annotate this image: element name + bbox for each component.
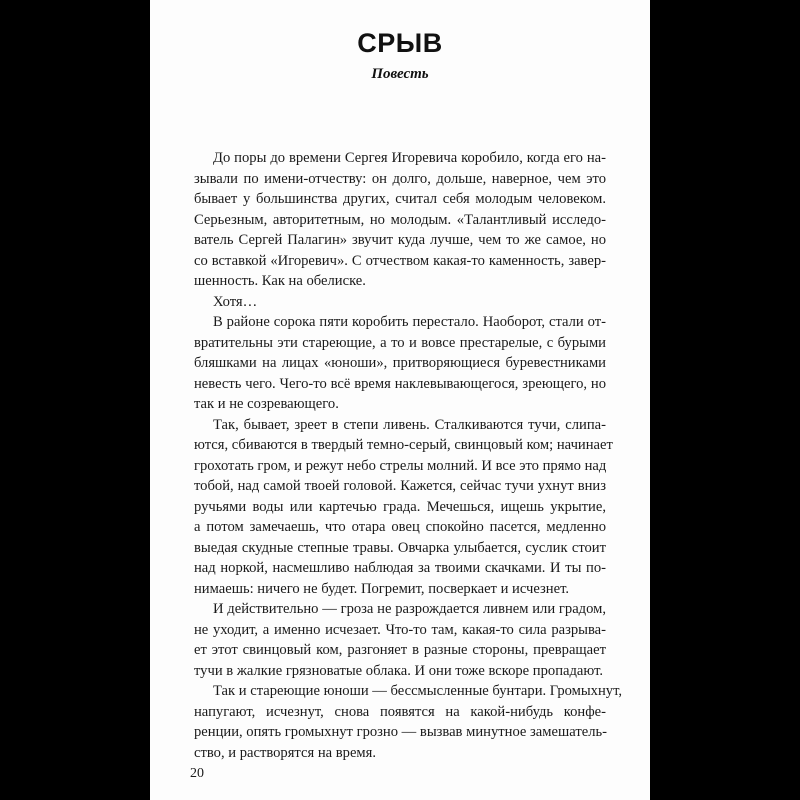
page-number: 20 [190, 766, 204, 781]
text-line: Так, бывает, зреет в степи ливень. Сталкиваются тучи, слипа- [213, 416, 606, 433]
text-line: со вставкой «Игоревич». С отчеством какая-то каменность, завер- [194, 252, 606, 269]
text-line: ство, и растворятся на время. [194, 744, 377, 761]
text-line: бляшками на лицах «юноши», притворяющиеся буревестниками [194, 355, 606, 371]
right-background [650, 0, 800, 800]
text-line: ет этот свинцовый ком, разгоняет в разные стороны, превращает [194, 642, 606, 658]
text-line: Хотя… [213, 293, 258, 310]
text-line: а потом замечаешь, что отара овец спокойно пасется, медленно [194, 519, 606, 535]
text-line: Серьезным, авторитетным, но молодым. «Талантливый исследо- [194, 211, 606, 228]
text-line: ручьями воды или картечью града. Мечешься, ищешь укрытие, [194, 498, 606, 515]
text-line: зывали по имени-отчеству: он долго, дольше, наверное, чем это [194, 170, 606, 187]
text-line: До поры до времени Сергея Игоревича коробило, когда его на- [213, 150, 606, 166]
text-line: не уходит, а именно исчезает. Что-то там, какая-то сила разрыва- [194, 621, 606, 638]
text-line: ватель Сергей Палагин» звучит куда лучше, чем то же самое, но [194, 232, 606, 248]
body-text [194, 148, 623, 763]
chapter-title: СРЫВ [357, 28, 443, 58]
text-line: напугают, исчезнут, снова появятся на какой-нибудь конфе- [194, 703, 606, 720]
left-background [0, 0, 150, 800]
text-line: нимаешь: ничего не будет. Погремит, посверкает и исчезнет. [194, 580, 569, 597]
text-line: так и не созревающего. [194, 396, 339, 412]
text-line: ются, сбиваются в твердый темно-серый, свинцовый ком; начинает [194, 437, 613, 453]
text-line: И действительно — гроза не разрождается ливнем или градом, [213, 601, 606, 617]
text-line: вратительны эти стареющие, а то и вовсе престарелые, с бурыми [194, 334, 606, 351]
text-line: грохотать гром, и режут небо стрелы молний. И все это прямо над [194, 457, 607, 474]
text-line: выедая скудные степные травы. Овчарка улыбается, суслик стоит [194, 539, 606, 556]
text-line: ренции, опять громыхнут грозно — вызвав минутное замешатель- [194, 724, 607, 740]
book-page [150, 0, 650, 800]
text-line: тобой, над самой твоей головой. Кажется, сейчас тучи ухнут вниз [194, 478, 606, 494]
text-line: тучи в жалкие грязноватые облака. И они тоже вскоре пропадают. [194, 662, 604, 679]
text-line: над норкой, насмешливо наблюдая за твоими скачками. И ты по- [194, 560, 606, 576]
text-line: Так и стареющие юноши — бессмысленные бунтари. Громыхнут, [213, 683, 623, 699]
text-line: бывает у большинства других, считал себя молодым человеком. [194, 191, 606, 207]
text-line: невесть чего. Чего-то всё время наклевывающегося, зреющего, но [194, 375, 606, 392]
chapter-subtitle: Повесть [371, 66, 429, 82]
text-line: шенность. Как на обелиске. [194, 273, 366, 289]
text-line: В районе сорока пяти коробить перестало. Наоборот, стали от- [213, 314, 606, 330]
